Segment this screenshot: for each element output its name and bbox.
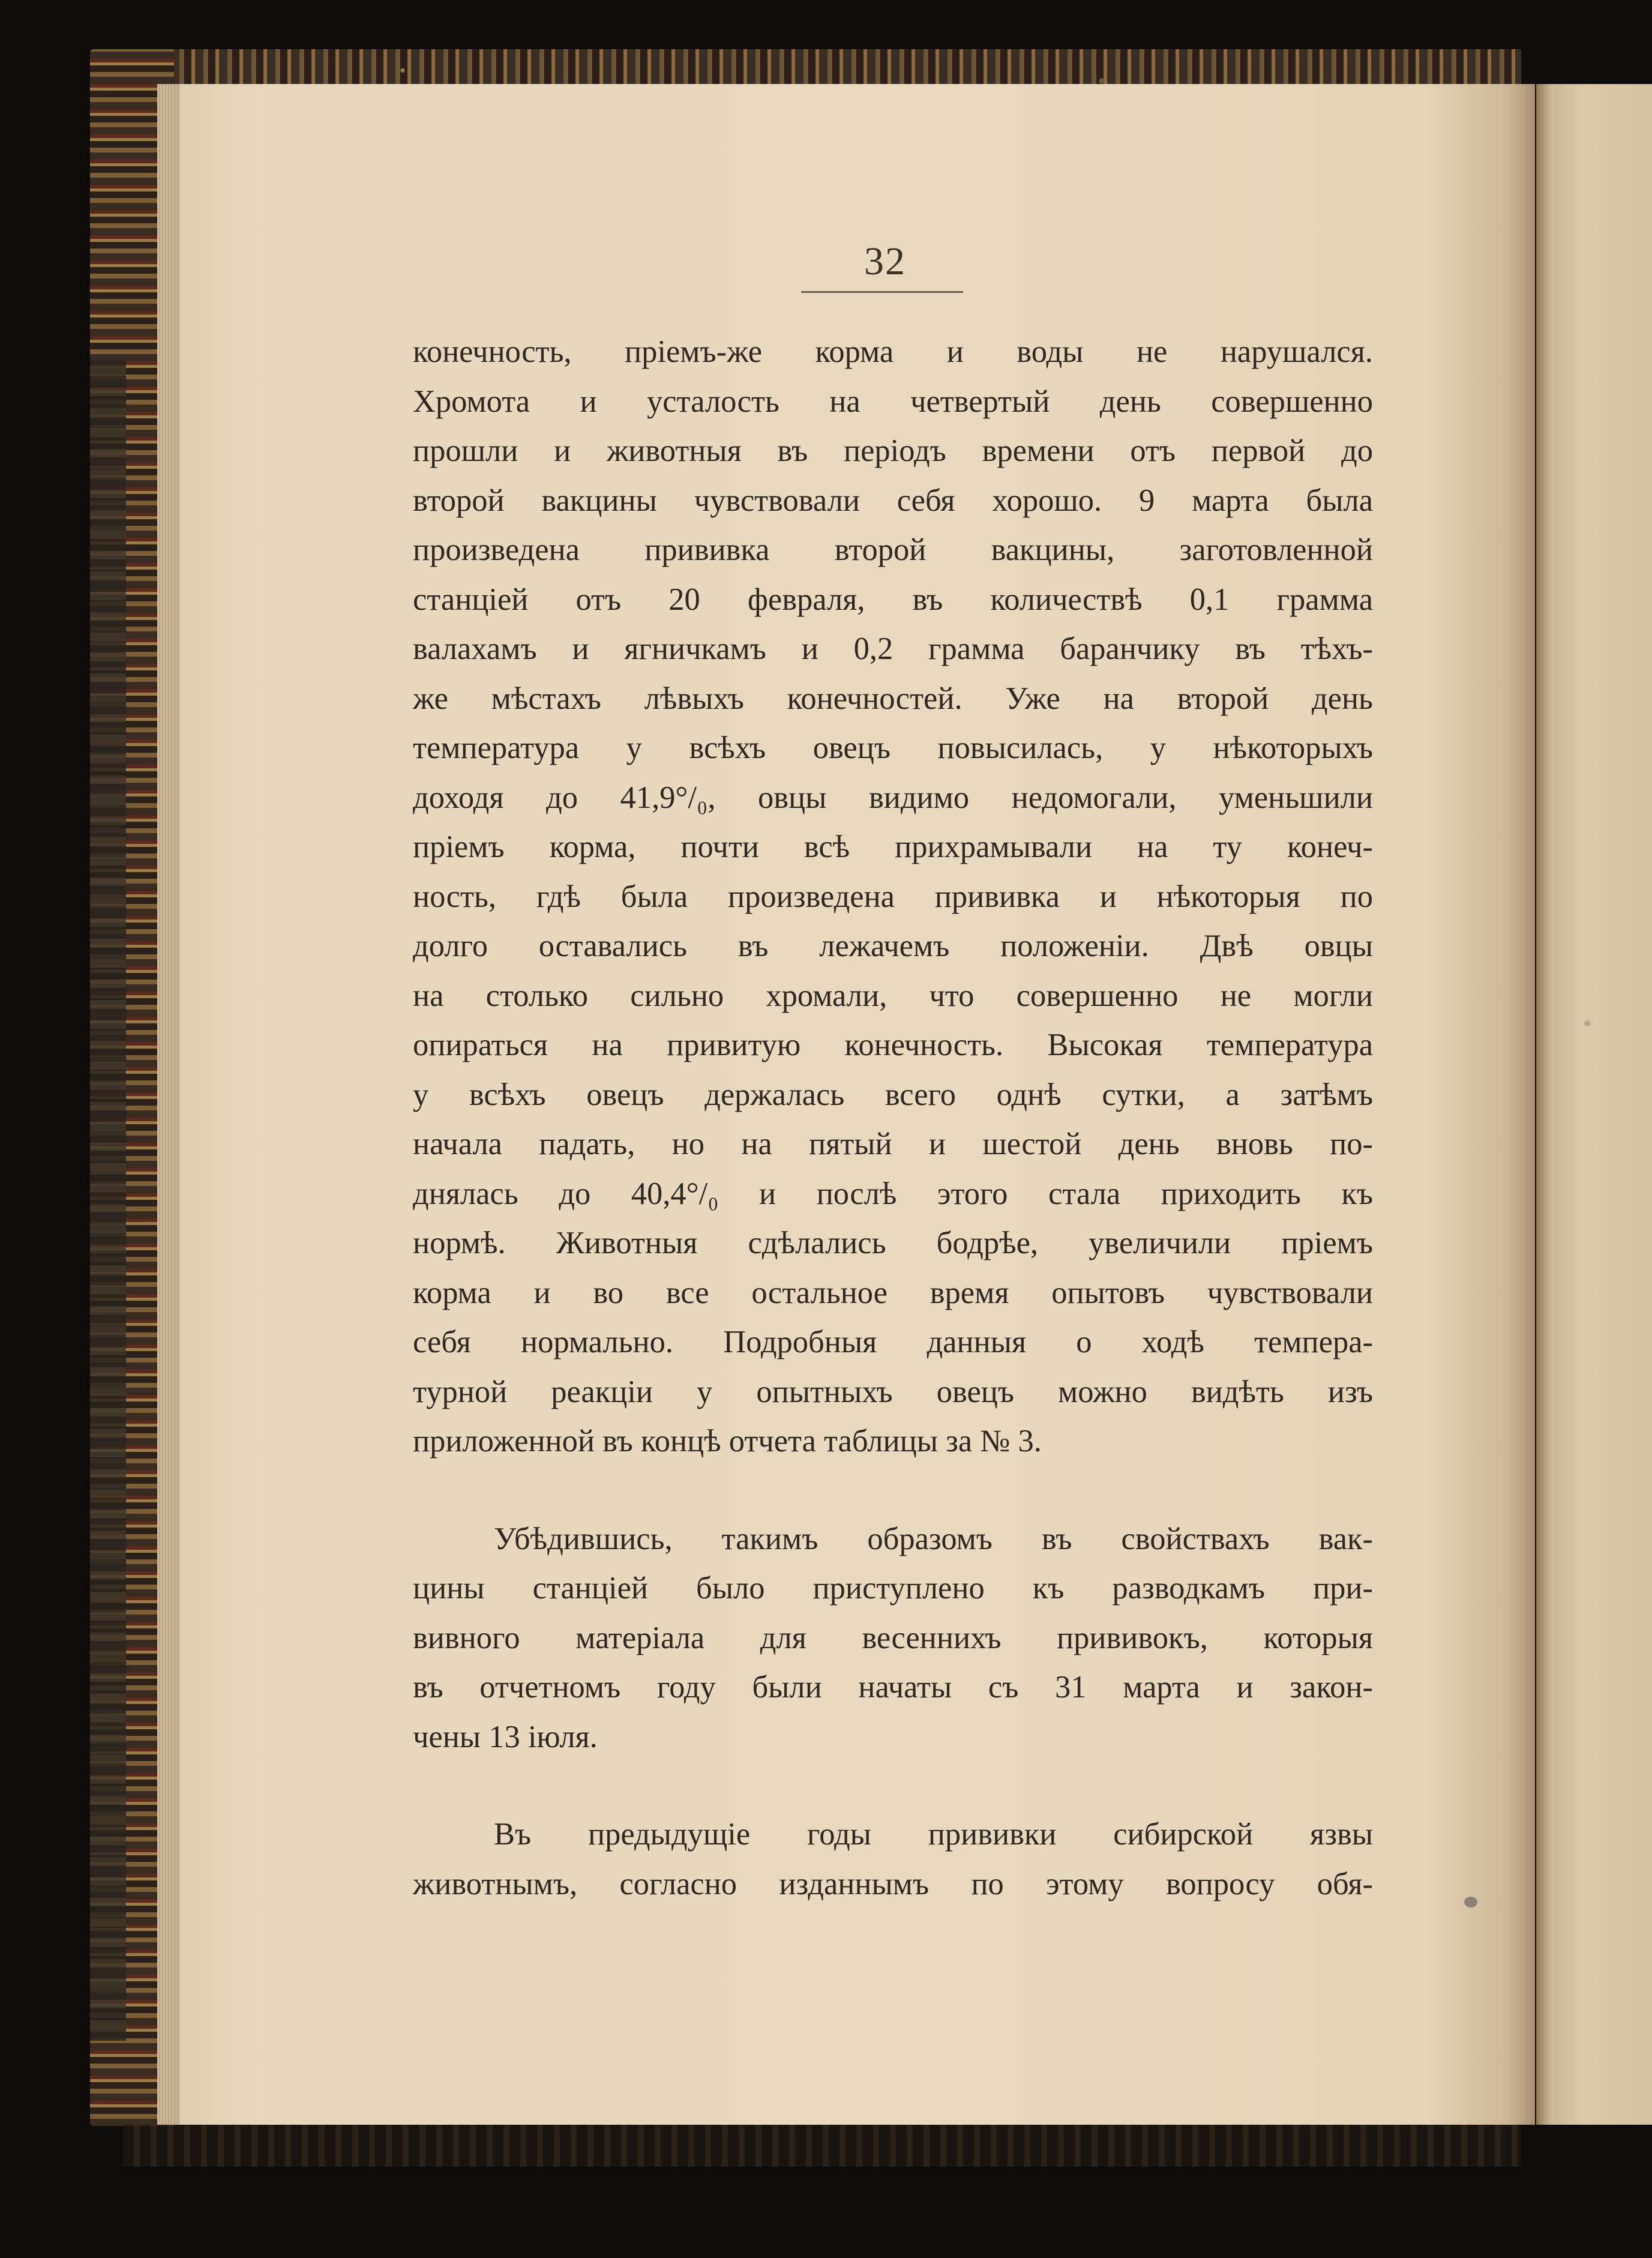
page-number-rule — [801, 291, 963, 293]
next-page-edge — [1536, 84, 1652, 2125]
paper-speck — [1464, 1897, 1477, 1907]
text-line: нормѣ. Животныя сдѣлались бодрѣе, увеличили прiемъ — [413, 1226, 1373, 1260]
cover-board-bottom — [123, 2125, 1521, 2167]
text-line: турной реакцiи у опытныхъ овецъ можно видѣть изъ — [413, 1374, 1373, 1409]
text-line: чены 13 iюля. — [413, 1719, 598, 1754]
text-line: на столько сильно хромали, что совершенно не могли — [413, 978, 1373, 1013]
text-line: у всѣхъ овецъ держалась всего однѣ сутки, а затѣмъ — [413, 1077, 1373, 1112]
cover-spine — [90, 360, 126, 2041]
text-line: же мѣстахъ лѣвыхъ конечностей. Уже на второй день — [413, 681, 1373, 716]
text-line: цины станцiей было приступлено къ разводкамъ при- — [413, 1571, 1373, 1606]
text-line: въ отчетномъ году были начаты съ 31 марта и закон- — [413, 1670, 1373, 1705]
text-line: приложенной въ концѣ отчета таблицы за № 3. — [413, 1424, 1042, 1459]
text-line: прошли и животныя въ перiодъ времени отъ первой до — [413, 433, 1373, 468]
text-line: себя нормально. Подробныя данныя о ходѣ темпера- — [413, 1325, 1373, 1359]
text-line: животнымъ, согласно изданнымъ по этому вопросу обя- — [413, 1866, 1373, 1901]
text-line: корма и во все остальное время опытовъ чувствовали — [413, 1275, 1373, 1310]
text-line: валахамъ и ягничкамъ и 0,2 грамма баранчику въ тѣхъ- — [413, 631, 1373, 666]
paragraph — [413, 1810, 1373, 1909]
text-line: Убѣдившись, такимъ образомъ въ свойствахъ вак- — [494, 1521, 1373, 1556]
text-line: долго оставались въ лежачемъ положенiи. Двѣ овцы — [413, 929, 1373, 963]
text-line: конечность, прiемъ-же корма и воды не нарушался. — [413, 334, 1373, 369]
paper-speck — [1584, 1020, 1590, 1026]
body-text — [413, 327, 1373, 1909]
text-line: начала падать, но на пятый и шестой день вновь по- — [413, 1127, 1373, 1161]
text-line: температура у всѣхъ овецъ повысилась, у нѣкоторыхъ — [413, 730, 1373, 765]
text-line: второй вакцины чувствовали себя хорошо. 9 марта была — [413, 483, 1373, 518]
paragraph — [413, 1514, 1373, 1762]
text-line: Въ предыдущiе годы прививки сибирской язвы — [494, 1817, 1373, 1852]
text-line: вивного матерiала для весеннихъ прививокъ, которыя — [413, 1620, 1373, 1655]
page-number: 32 — [864, 239, 906, 283]
text-line: днялась до 40,4°/₀ и послѣ этого стала приходить къ — [413, 1176, 1373, 1211]
text-line: станцiей отъ 20 февраля, въ количествѣ 0,1 грамма — [413, 582, 1373, 617]
text-line: прiемъ корма, почти всѣ прихрамывали на ту конеч- — [413, 829, 1373, 864]
text-line: ность, гдѣ была произведена прививка и нѣкоторыя по — [413, 879, 1373, 914]
text-line: произведена прививка второй вакцины, заготовленной — [413, 532, 1373, 567]
text-line: доходя до 41,9°/₀, овцы видимо недомогали, уменьшили — [413, 780, 1373, 815]
text-line: опираться на привитую конечность. Высокая температура — [413, 1028, 1373, 1062]
paragraph — [413, 327, 1373, 1466]
text-line: Хромота и усталость на четвертый день совершенно — [413, 384, 1373, 419]
